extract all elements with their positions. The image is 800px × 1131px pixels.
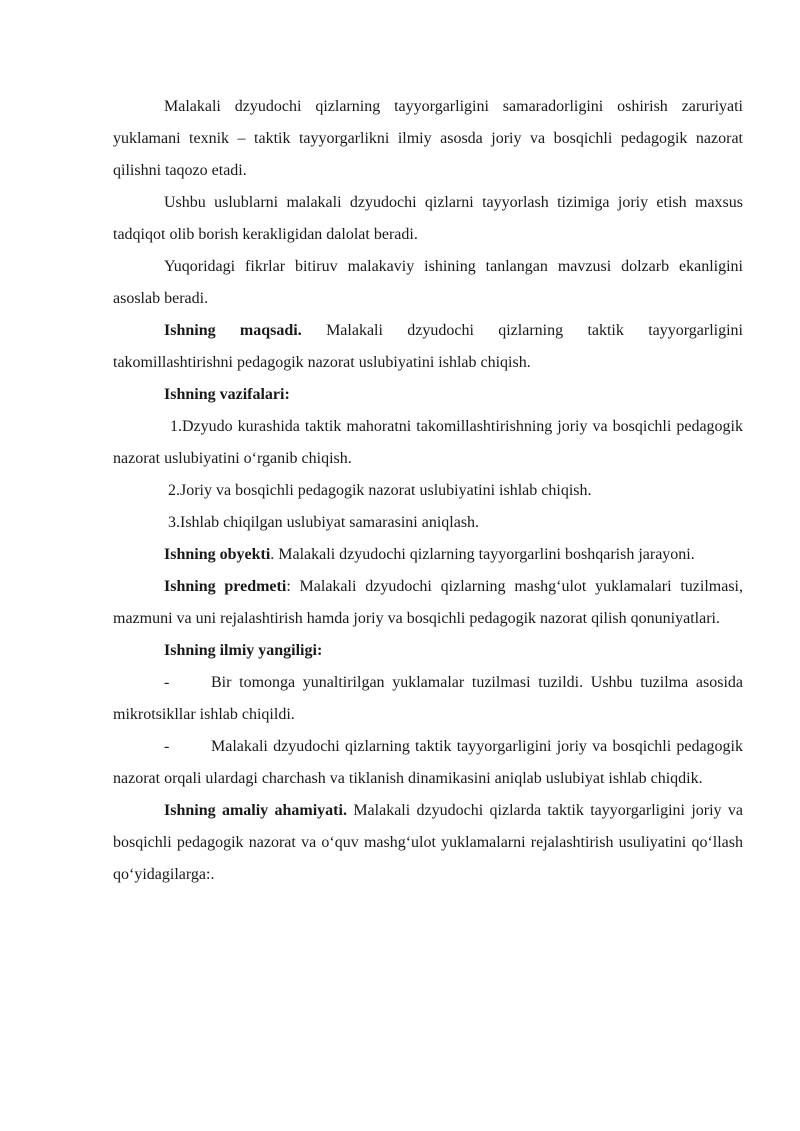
- novelty-heading: Ishning ilmiy yangiligi:: [164, 642, 323, 659]
- novelty-item-2-text: Malakali dzyudochi qizlarning taktik tayyorgarligini joriy va bosqichli pedagogik nazorat orqali ulardagi charchash va tiklanish dinamikasini aniqlab uslubiyat ishlab chiqdik.: [113, 738, 743, 787]
- intro-paragraph-3: Yuqoridagi fikrlar bitiruv malakaviy ishining tanlangan mavzusi dolzarb ekanligini asoslab beradi.: [113, 258, 743, 307]
- novelty-heading-paragraph: [113, 635, 743, 667]
- object-heading: Ishning obyekti: [164, 546, 271, 563]
- purpose-paragraph: [113, 315, 743, 379]
- object-paragraph: [113, 539, 743, 571]
- practical-paragraph: [113, 795, 743, 891]
- document-page: [113, 91, 743, 891]
- subject-heading: Ishning predmeti: [164, 578, 287, 595]
- novelty-item-1-text: Bir tomonga yunaltirilgan yuklamalar tuzilmasi tuzildi. Ushbu tuzilma asosida mikrotsikllar ishlab chiqildi.: [113, 674, 743, 723]
- task-item-1: 1.Dzyudo kurashida taktik mahoratni takomillashtirishning joriy va bosqichli pedagogik nazorat uslubiyatini o‘rganib chiqish.: [113, 418, 743, 467]
- task-item-3: 3.Ishlab chiqilgan uslubiyat samarasini aniqlash.: [168, 514, 480, 531]
- list-dash: -: [164, 674, 170, 691]
- task-item-2: 2.Joriy va bosqichli pedagogik nazorat uslubiyatini ishlab chiqish.: [168, 482, 592, 499]
- tasks-heading: Ishning vazifalari:: [164, 386, 290, 403]
- practical-text: Malakali dzyudochi qizlarda taktik tayyorgarligini joriy va bosqichli pedagogik nazorat va o‘quv mashg‘ulot yuklamalarni rejalashtirish usuliyatini qo‘llash qo‘yidagilarga:.: [113, 802, 744, 883]
- subject-paragraph: [113, 571, 743, 635]
- purpose-text: Malakali dzyudochi qizlarning taktik tayyorgarligini takomillashtirishni pedagogik nazorat uslubiyatini ishlab chiqish.: [113, 322, 744, 371]
- list-dash: -: [164, 738, 170, 755]
- object-text: . Malakali dzyudochi qizlarning tayyorgarlini boshqarish jarayoni.: [270, 546, 695, 563]
- novelty-item-2: [113, 731, 743, 795]
- novelty-item-1: [113, 667, 743, 731]
- tasks-heading-paragraph: [113, 379, 743, 411]
- purpose-heading: Ishning maqsadi.: [164, 322, 302, 339]
- intro-paragraph-2: Ushbu uslublarni malakali dzyudochi qizlarni tayyorlash tizimiga joriy etish maxsus tadqiqot olib borish kerakligidan dalolat beradi.: [113, 194, 743, 243]
- practical-heading: Ishning amaliy ahamiyati.: [164, 802, 347, 819]
- intro-paragraph-1: Malakali dzyudochi qizlarning tayyorgarligini samaradorligini oshirish zaruriyati yuklamani texnik – taktik tayyorgarlikni ilmiy asosda joriy va bosqichli pedagogik nazorat qilishni taqozo etadi.: [113, 98, 743, 179]
- subject-text: : Malakali dzyudochi qizlarning mashg‘ulot yuklamalari tuzilmasi, mazmuni va uni rejalashtirish hamda joriy va bosqichli pedagogik nazorat qilish qonuniyatlari.: [113, 578, 743, 627]
